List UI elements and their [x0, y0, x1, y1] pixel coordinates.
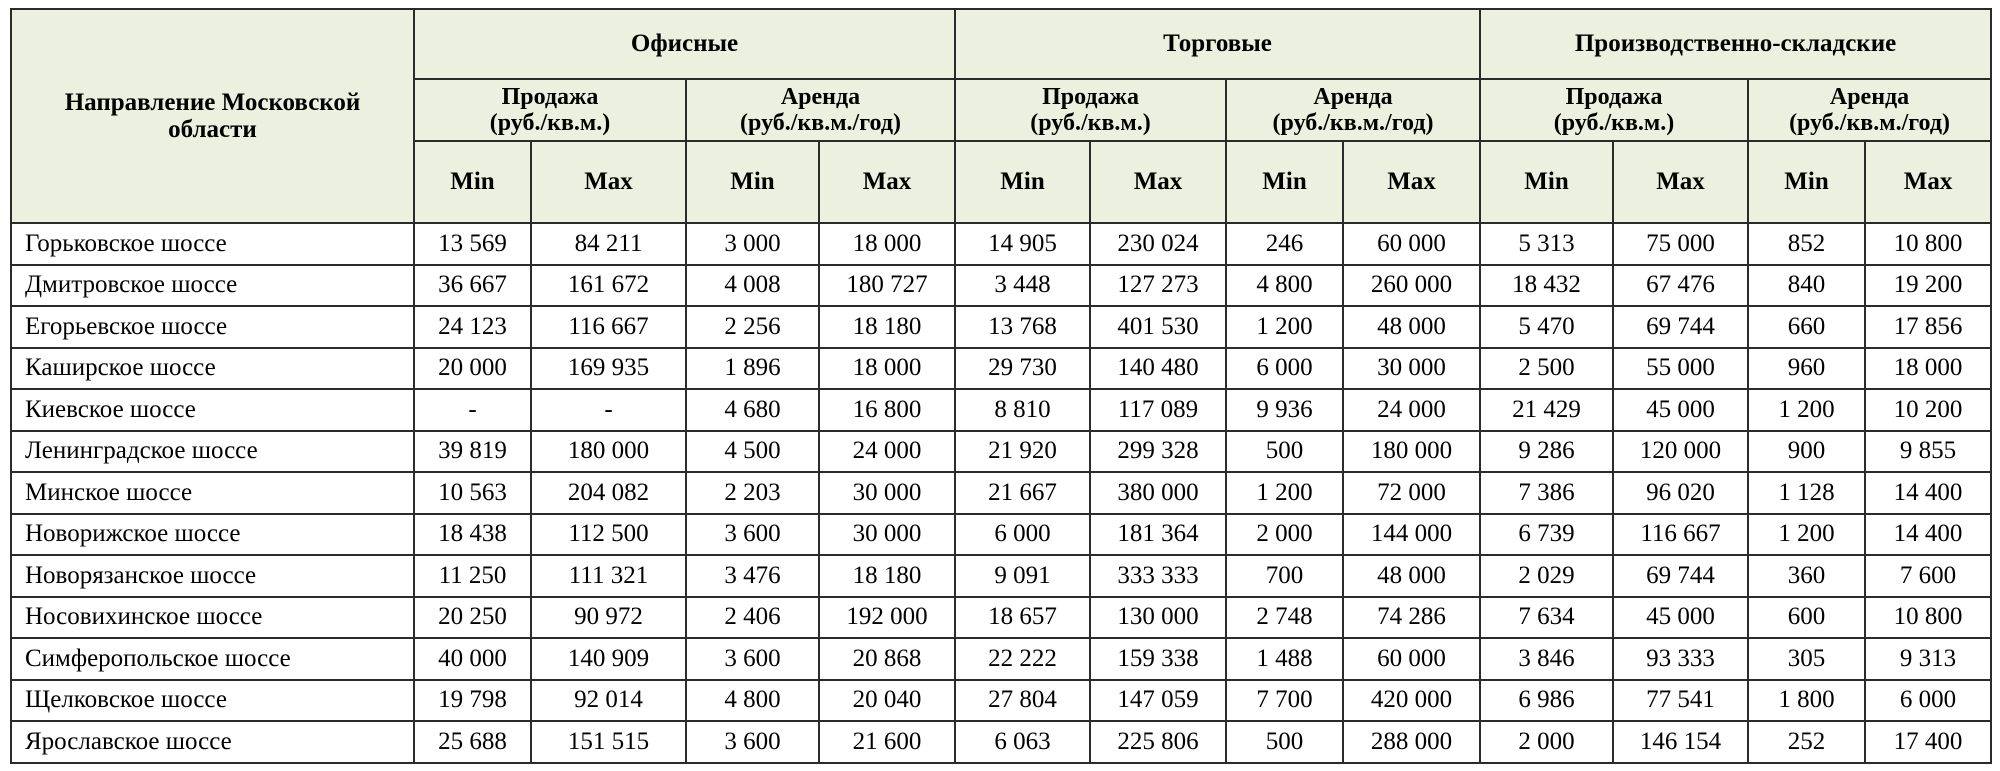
value-cell: 852: [1748, 223, 1865, 265]
value-cell: 299 328: [1090, 431, 1226, 473]
direction-cell: Новорижское шоссе: [11, 514, 414, 556]
value-cell: 4 500: [686, 431, 819, 473]
table-row: [11, 597, 1991, 639]
value-cell: 10 800: [1865, 597, 1991, 639]
min-header: Min: [686, 141, 819, 223]
direction-cell: Минское шоссе: [11, 472, 414, 514]
subgroup-header-industrial-sale: Продажа (руб./кв.м.): [1480, 79, 1748, 141]
direction-cell: Носовихинское шоссе: [11, 597, 414, 639]
value-cell: 13 768: [955, 306, 1090, 348]
value-cell: 900: [1748, 431, 1865, 473]
value-cell: 1 200: [1226, 472, 1343, 514]
value-cell: 180 000: [1343, 431, 1480, 473]
direction-cell: Егорьевское шоссе: [11, 306, 414, 348]
value-cell: 111 321: [531, 555, 686, 597]
value-cell: 18 000: [819, 223, 955, 265]
value-cell: 380 000: [1090, 472, 1226, 514]
value-cell: 29 730: [955, 348, 1090, 390]
value-cell: 120 000: [1613, 431, 1748, 473]
direction-cell: Киевское шоссе: [11, 389, 414, 431]
value-cell: 84 211: [531, 223, 686, 265]
value-cell: 72 000: [1343, 472, 1480, 514]
value-cell: 67 476: [1613, 265, 1748, 307]
value-cell: 1 128: [1748, 472, 1865, 514]
table-container: [10, 8, 1990, 764]
value-cell: 30 000: [1343, 348, 1480, 390]
value-cell: 14 905: [955, 223, 1090, 265]
max-header: Max: [1865, 141, 1991, 223]
direction-cell: Ленинградское шоссе: [11, 431, 414, 473]
value-cell: 2 256: [686, 306, 819, 348]
value-cell: 159 338: [1090, 638, 1226, 680]
value-cell: 140 909: [531, 638, 686, 680]
value-cell: 18 000: [1865, 348, 1991, 390]
value-cell: 24 000: [819, 431, 955, 473]
value-cell: 246: [1226, 223, 1343, 265]
min-header: Min: [955, 141, 1090, 223]
value-cell: 22 222: [955, 638, 1090, 680]
value-cell: 3 600: [686, 514, 819, 556]
value-cell: 19 200: [1865, 265, 1991, 307]
value-cell: 30 000: [819, 472, 955, 514]
value-cell: 25 688: [414, 721, 531, 763]
max-header: Max: [1343, 141, 1480, 223]
value-cell: 960: [1748, 348, 1865, 390]
value-cell: 6 000: [955, 514, 1090, 556]
value-cell: 39 819: [414, 431, 531, 473]
value-cell: 2 203: [686, 472, 819, 514]
value-cell: 21 667: [955, 472, 1090, 514]
prices-table: [10, 8, 1992, 764]
value-cell: 36 667: [414, 265, 531, 307]
value-cell: 660: [1748, 306, 1865, 348]
value-cell: 144 000: [1343, 514, 1480, 556]
value-cell: 840: [1748, 265, 1865, 307]
value-cell: 1 800: [1748, 680, 1865, 722]
value-cell: 19 798: [414, 680, 531, 722]
table-row: [11, 514, 1991, 556]
value-cell: 305: [1748, 638, 1865, 680]
table-row: [11, 721, 1991, 763]
value-cell: 180 727: [819, 265, 955, 307]
value-cell: 112 500: [531, 514, 686, 556]
table-body: [11, 223, 1991, 763]
direction-cell: Ярославское шоссе: [11, 721, 414, 763]
value-cell: 55 000: [1613, 348, 1748, 390]
value-cell: 500: [1226, 431, 1343, 473]
value-cell: 4 800: [1226, 265, 1343, 307]
value-cell: 60 000: [1343, 223, 1480, 265]
value-cell: 260 000: [1343, 265, 1480, 307]
value-cell: 3 448: [955, 265, 1090, 307]
min-header: Min: [1226, 141, 1343, 223]
table-row: [11, 306, 1991, 348]
min-header: Min: [1480, 141, 1613, 223]
value-cell: 2 406: [686, 597, 819, 639]
direction-cell: Каширское шоссе: [11, 348, 414, 390]
value-cell: 6 000: [1226, 348, 1343, 390]
value-cell: 11 250: [414, 555, 531, 597]
value-cell: 45 000: [1613, 389, 1748, 431]
direction-cell: Горьковское шоссе: [11, 223, 414, 265]
value-cell: 9 286: [1480, 431, 1613, 473]
value-cell: 40 000: [414, 638, 531, 680]
value-cell: 600: [1748, 597, 1865, 639]
value-cell: 2 029: [1480, 555, 1613, 597]
value-cell: 6 063: [955, 721, 1090, 763]
max-header: Max: [1090, 141, 1226, 223]
value-cell: 116 667: [531, 306, 686, 348]
value-cell: 1 200: [1748, 514, 1865, 556]
value-cell: 20 868: [819, 638, 955, 680]
value-cell: 2 000: [1226, 514, 1343, 556]
group-header-office: Офисные: [414, 9, 955, 79]
value-cell: 18 000: [819, 348, 955, 390]
value-cell: 18 180: [819, 306, 955, 348]
value-cell: 17 400: [1865, 721, 1991, 763]
value-cell: 20 000: [414, 348, 531, 390]
group-header-retail: Торговые: [955, 9, 1480, 79]
direction-cell: Дмитровское шоссе: [11, 265, 414, 307]
value-cell: 18 180: [819, 555, 955, 597]
table-row: [11, 348, 1991, 390]
value-cell: 146 154: [1613, 721, 1748, 763]
value-cell: 21 429: [1480, 389, 1613, 431]
value-cell: 117 089: [1090, 389, 1226, 431]
value-cell: 151 515: [531, 721, 686, 763]
value-cell: 147 059: [1090, 680, 1226, 722]
value-cell: -: [414, 389, 531, 431]
value-cell: 9 855: [1865, 431, 1991, 473]
value-cell: 24 000: [1343, 389, 1480, 431]
table-row: [11, 265, 1991, 307]
subgroup-header-retail-sale: Продажа (руб./кв.м.): [955, 79, 1226, 141]
value-cell: 4 680: [686, 389, 819, 431]
value-cell: 10 200: [1865, 389, 1991, 431]
value-cell: 69 744: [1613, 306, 1748, 348]
value-cell: 27 804: [955, 680, 1090, 722]
value-cell: 4 800: [686, 680, 819, 722]
value-cell: 7 600: [1865, 555, 1991, 597]
value-cell: 8 810: [955, 389, 1090, 431]
value-cell: 130 000: [1090, 597, 1226, 639]
value-cell: 116 667: [1613, 514, 1748, 556]
direction-cell: Щелковское шоссе: [11, 680, 414, 722]
value-cell: 18 438: [414, 514, 531, 556]
value-cell: 4 008: [686, 265, 819, 307]
value-cell: 1 488: [1226, 638, 1343, 680]
value-cell: 288 000: [1343, 721, 1480, 763]
value-cell: 30 000: [819, 514, 955, 556]
value-cell: 5 470: [1480, 306, 1613, 348]
value-cell: 6 739: [1480, 514, 1613, 556]
value-cell: 7 634: [1480, 597, 1613, 639]
subgroup-header-industrial-rent: Аренда (руб./кв.м./год): [1748, 79, 1991, 141]
value-cell: 9 313: [1865, 638, 1991, 680]
direction-column-header: Направление Московской области: [11, 9, 414, 223]
value-cell: 1 200: [1748, 389, 1865, 431]
table-row: [11, 472, 1991, 514]
value-cell: 48 000: [1343, 306, 1480, 348]
value-cell: 75 000: [1613, 223, 1748, 265]
value-cell: 14 400: [1865, 472, 1991, 514]
value-cell: -: [531, 389, 686, 431]
max-header: Max: [819, 141, 955, 223]
value-cell: 74 286: [1343, 597, 1480, 639]
value-cell: 420 000: [1343, 680, 1480, 722]
direction-cell: Симферопольское шоссе: [11, 638, 414, 680]
value-cell: 14 400: [1865, 514, 1991, 556]
value-cell: 2 000: [1480, 721, 1613, 763]
value-cell: 360: [1748, 555, 1865, 597]
value-cell: 3 476: [686, 555, 819, 597]
subgroup-header-retail-rent: Аренда (руб./кв.м./год): [1226, 79, 1480, 141]
table-row: [11, 389, 1991, 431]
value-cell: 6 000: [1865, 680, 1991, 722]
value-cell: 48 000: [1343, 555, 1480, 597]
value-cell: 1 200: [1226, 306, 1343, 348]
value-cell: 700: [1226, 555, 1343, 597]
table-row: [11, 555, 1991, 597]
value-cell: 500: [1226, 721, 1343, 763]
value-cell: 10 563: [414, 472, 531, 514]
table-row: [11, 638, 1991, 680]
value-cell: 18 432: [1480, 265, 1613, 307]
value-cell: 7 386: [1480, 472, 1613, 514]
direction-cell: Новорязанское шоссе: [11, 555, 414, 597]
value-cell: 3 600: [686, 721, 819, 763]
value-cell: 60 000: [1343, 638, 1480, 680]
max-header: Max: [531, 141, 686, 223]
value-cell: 7 700: [1226, 680, 1343, 722]
value-cell: 169 935: [531, 348, 686, 390]
value-cell: 69 744: [1613, 555, 1748, 597]
value-cell: 2 500: [1480, 348, 1613, 390]
value-cell: 2 748: [1226, 597, 1343, 639]
value-cell: 77 541: [1613, 680, 1748, 722]
min-header: Min: [1748, 141, 1865, 223]
value-cell: 24 123: [414, 306, 531, 348]
value-cell: 3 600: [686, 638, 819, 680]
value-cell: 192 000: [819, 597, 955, 639]
value-cell: 92 014: [531, 680, 686, 722]
value-cell: 252: [1748, 721, 1865, 763]
value-cell: 180 000: [531, 431, 686, 473]
value-cell: 18 657: [955, 597, 1090, 639]
value-cell: 20 250: [414, 597, 531, 639]
value-cell: 9 091: [955, 555, 1090, 597]
value-cell: 401 530: [1090, 306, 1226, 348]
max-header: Max: [1613, 141, 1748, 223]
min-header: Min: [414, 141, 531, 223]
value-cell: 3 000: [686, 223, 819, 265]
value-cell: 45 000: [1613, 597, 1748, 639]
value-cell: 90 972: [531, 597, 686, 639]
value-cell: 127 273: [1090, 265, 1226, 307]
value-cell: 21 920: [955, 431, 1090, 473]
value-cell: 225 806: [1090, 721, 1226, 763]
value-cell: 161 672: [531, 265, 686, 307]
value-cell: 5 313: [1480, 223, 1613, 265]
table-row: [11, 223, 1991, 265]
group-header-industrial: Производственно-складские: [1480, 9, 1991, 79]
value-cell: 1 896: [686, 348, 819, 390]
value-cell: 10 800: [1865, 223, 1991, 265]
value-cell: 96 020: [1613, 472, 1748, 514]
value-cell: 17 856: [1865, 306, 1991, 348]
value-cell: 204 082: [531, 472, 686, 514]
subgroup-header-office-rent: Аренда (руб./кв.м./год): [686, 79, 955, 141]
value-cell: 20 040: [819, 680, 955, 722]
value-cell: 140 480: [1090, 348, 1226, 390]
value-cell: 13 569: [414, 223, 531, 265]
value-cell: 3 846: [1480, 638, 1613, 680]
value-cell: 333 333: [1090, 555, 1226, 597]
value-cell: 6 986: [1480, 680, 1613, 722]
table-row: [11, 680, 1991, 722]
table-row: [11, 431, 1991, 473]
value-cell: 9 936: [1226, 389, 1343, 431]
value-cell: 16 800: [819, 389, 955, 431]
subgroup-header-office-sale: Продажа (руб./кв.м.): [414, 79, 686, 141]
value-cell: 93 333: [1613, 638, 1748, 680]
value-cell: 230 024: [1090, 223, 1226, 265]
value-cell: 181 364: [1090, 514, 1226, 556]
value-cell: 21 600: [819, 721, 955, 763]
